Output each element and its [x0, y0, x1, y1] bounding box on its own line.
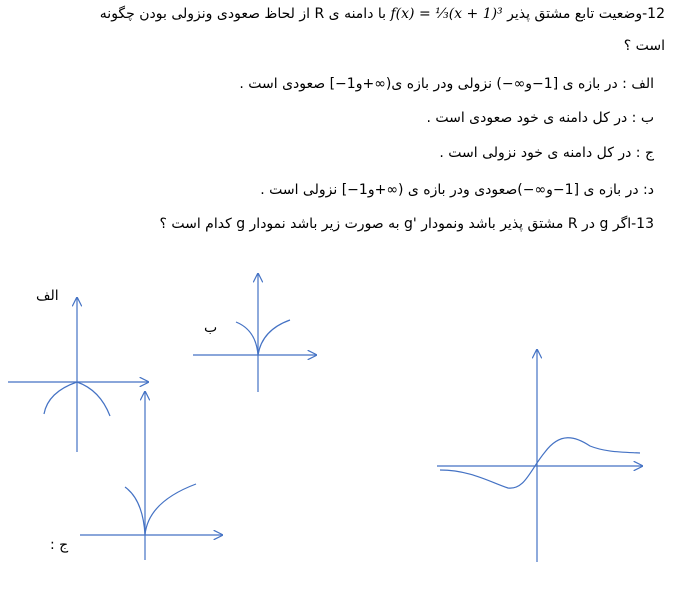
graph-b-label: ب — [204, 320, 218, 336]
graph-c[interactable] — [80, 392, 222, 560]
q13-question: 13-اگر g در R مشتق پذیر باشد ونمودار 'g به صورت زیر باشد نمودار g کدام است ؟ — [159, 216, 654, 232]
q12-text-after: با دامنه ی R از لحاظ صعودی ونزولی بودن چگونه — [99, 6, 387, 22]
graph-a[interactable] — [8, 298, 148, 452]
graph-a-label: الف — [36, 288, 59, 304]
graph-b[interactable] — [193, 274, 316, 392]
q12-line2: است ؟ — [623, 38, 665, 54]
graph-gp-curve — [440, 438, 640, 488]
q12-formula: f(x) = ⅓(x + 1)³ — [390, 6, 503, 22]
graph-b-curve — [236, 320, 290, 355]
q12-option-b[interactable]: ب : در کل دامنه ی خود صعودی است . — [426, 110, 654, 126]
graph-c-label: ج : — [50, 537, 69, 553]
q12-text-before: 12-وضعیت تابع مشتق پذیر — [507, 6, 665, 22]
graph-g-prime[interactable] — [437, 350, 642, 562]
q12-option-c[interactable]: ج : در کل دامنه ی خود نزولی است . — [439, 145, 654, 161]
q12-option-d[interactable]: د: در بازه ی [1−و∞−)صعودی ودر بازه ی (∞+و1−] نزولی است . — [260, 182, 654, 198]
q12-option-a[interactable]: الف : در بازه ی [1−و∞−) نزولی ودر بازه ی(∞+و1−] صعودی است . — [239, 76, 654, 92]
graph-c-curve — [125, 484, 196, 535]
